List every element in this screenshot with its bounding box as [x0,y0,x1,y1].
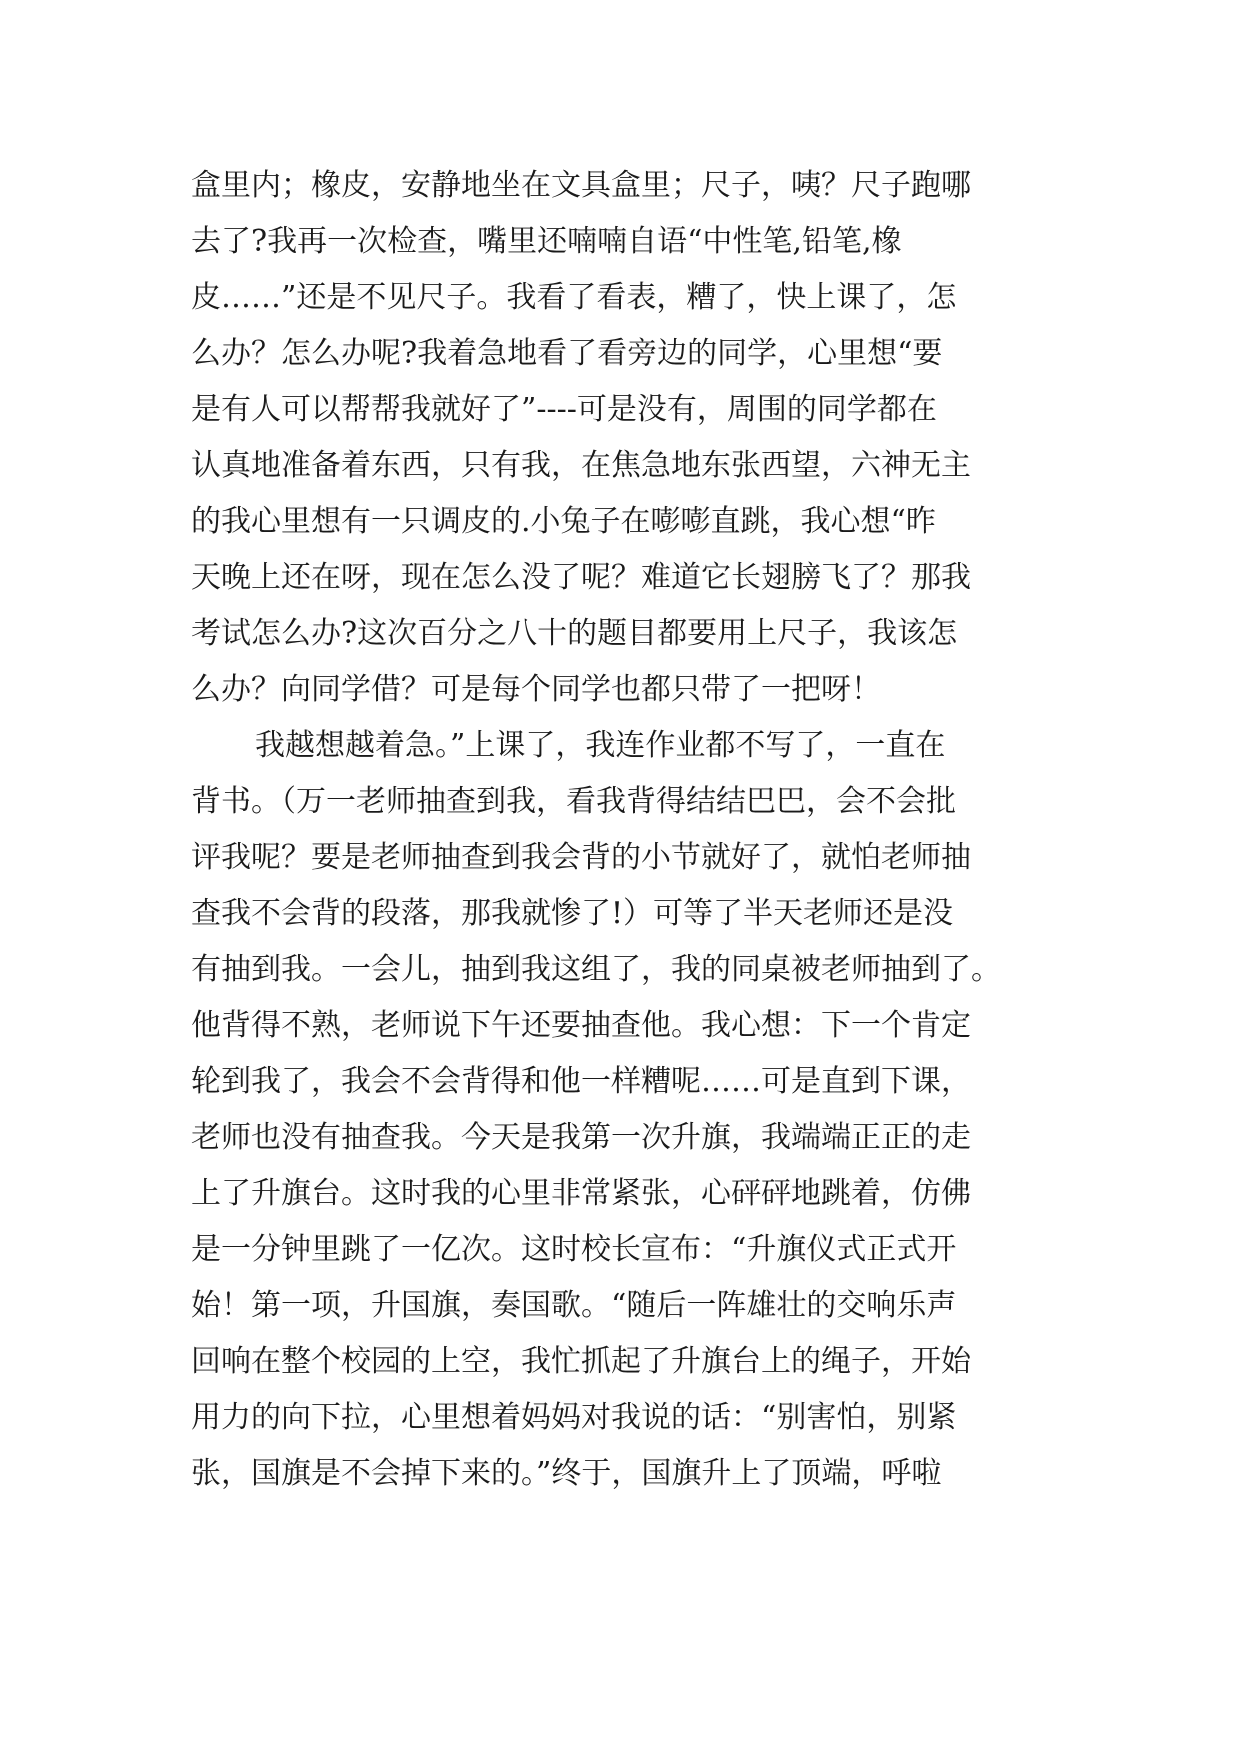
text-line: 么办？怎么办呢?我着急地看了看旁边的同学，心里想“要 [191,336,943,371]
text-line: 皮……”还是不见尺子。我看了看表，糟了，快上课了，怎 [191,280,957,315]
text-line: 用力的向下拉，心里想着妈妈对我说的话：“别害怕，别紧 [191,1400,957,1435]
text-line: 有抽到我。一会儿，抽到我这组了，我的同桌被老师抽到了。 [191,952,1001,987]
text-line: 是一分钟里跳了一亿次。这时校长宣布：“升旗仪式正式开 [191,1232,957,1267]
text-line: 盒里内；橡皮，安静地坐在文具盒里；尺子，咦？尺子跑哪 [191,168,971,203]
text-line: 是有人可以帮帮我就好了”----可是没有，周围的同学都在 [191,392,937,427]
text-line: 回响在整个校园的上空，我忙抓起了升旗台上的绳子，开始 [191,1344,971,1379]
text-line: 上了升旗台。这时我的心里非常紧张，心砰砰地跳着，仿佛 [191,1176,971,1211]
text-line: 张，国旗是不会掉下来的。”终于，国旗升上了顶端，呼啦 [191,1456,942,1491]
text-line: 老师也没有抽查我。今天是我第一次升旗，我端端正正的走 [191,1120,971,1155]
paragraph-start-line: 我越想越着急。”上课了，我连作业都不写了，一直在 [255,728,946,763]
text-line: 去了?我再一次检查，嘴里还喃喃自语“中性笔,铅笔,橡 [191,224,902,259]
text-line: 么办？向同学借？可是每个同学也都只带了一把呀！ [191,672,881,707]
text-line: 天晚上还在呀，现在怎么没了呢？难道它长翅膀飞了？那我 [191,560,971,595]
text-line: 查我不会背的段落，那我就惨了!）可等了半天老师还是没 [191,896,954,931]
text-line: 考试怎么办?这次百分之八十的题目都要用上尺子，我该怎 [191,616,958,651]
text-line: 认真地准备着东西，只有我，在焦急地东张西望，六神无主 [191,448,971,483]
text-line: 始！第一项，升国旗，奏国歌。“随后一阵雄壮的交响乐声 [191,1288,957,1323]
text-line: 他背得不熟，老师说下午还要抽查他。我心想：下一个肯定 [191,1008,971,1043]
text-line: 评我呢？要是老师抽查到我会背的小节就好了，就怕老师抽 [191,840,971,875]
body-text [191,158,1051,1502]
text-line: 轮到我了，我会不会背得和他一样糟呢……可是直到下课， [191,1064,971,1099]
text-line: 背书。（万一老师抽查到我，看我背得结结巴巴，会不会批 [191,784,956,819]
text-line: 的我心里想有一只调皮的.小兔子在嘭嘭直跳，我心想“昨 [191,504,936,539]
